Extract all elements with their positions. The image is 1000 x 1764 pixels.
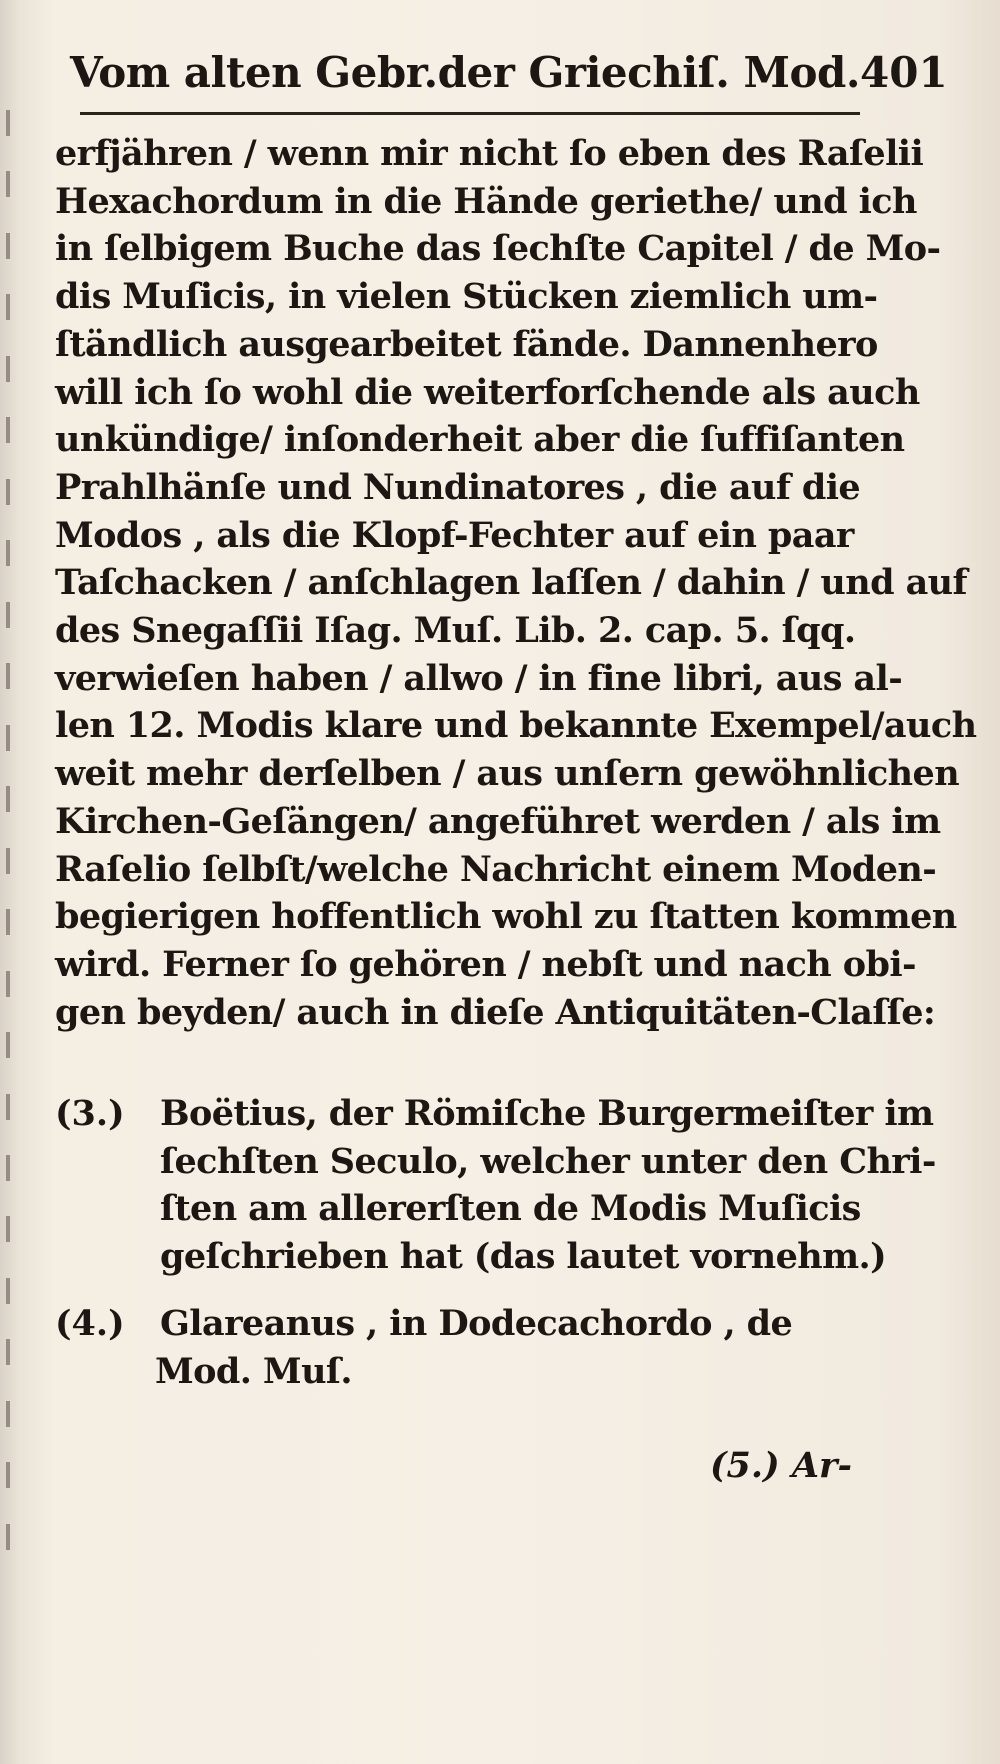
text-line: in ſelbigem Buche das ſechſte Capitel / de Mo- bbox=[55, 228, 941, 270]
text-line: verwieſen haben / allwo / in fine libri, aus al- bbox=[55, 657, 903, 699]
text-line: Hexachordum in die Hände geriethe/ und ich bbox=[55, 180, 917, 222]
text-line: ſten am allererſten de Modis Muſicis bbox=[160, 1188, 861, 1229]
list-marker: (4.) bbox=[55, 1303, 125, 1344]
page-header bbox=[70, 48, 948, 97]
text-line: Glareanus , in Dodecachordo , de bbox=[160, 1303, 793, 1344]
text-line: erfjähren / wenn mir nicht ſo eben des Raſelii bbox=[55, 133, 924, 174]
text-line: begierigen hoffentlich wohl zu ſtatten kommen bbox=[55, 896, 957, 938]
text-line: Kirchen-Geſängen/ angeführet werden / als im bbox=[55, 800, 941, 842]
text-line: ſtändlich ausgearbeitet fände. Dannenhero bbox=[55, 323, 878, 365]
text-line: Modos , als die Klopf-Fechter auf ein paar bbox=[55, 514, 854, 556]
text-line: geſchrieben hat (das lautet vornehm.) bbox=[160, 1235, 887, 1277]
list-item bbox=[55, 1090, 936, 1280]
header-rule bbox=[80, 112, 860, 115]
catchword: (5.) Ar- bbox=[710, 1445, 852, 1486]
text-line: Mod. Muſ. bbox=[155, 1350, 352, 1392]
text-line: dis Muſicis, in vielen Stücken ziemlich um- bbox=[55, 276, 878, 318]
text-line: Raſelio ſelbſt/welche Nachricht einem Moden- bbox=[55, 848, 937, 890]
list-item bbox=[55, 1300, 885, 1395]
text-line: will ich ſo wohl die weiterforſchende als auch bbox=[55, 371, 920, 413]
body-paragraph bbox=[55, 130, 977, 1036]
page-number: 401 bbox=[860, 48, 948, 97]
text-line: Taſchacken / anſchlagen laſſen / dahin / und auf bbox=[55, 562, 967, 604]
list-marker: (3.) bbox=[55, 1093, 125, 1134]
gutter-binding-marks bbox=[2, 110, 16, 1550]
text-line: unkündige/ inſonderheit aber die ſuffiſanten bbox=[55, 419, 905, 461]
text-line: wird. Ferner ſo gehören / nebſt und nach obi- bbox=[55, 943, 916, 985]
text-line: len 12. Modis klare und bekannte Exempel/auch bbox=[55, 705, 977, 747]
text-line: Boëtius, der Römiſche Burgermeiſter im bbox=[160, 1093, 934, 1134]
text-line: gen beyden/ auch in dieſe Antiquitäten-Claſſe: bbox=[55, 991, 936, 1033]
text-line: Prahlhänſe und Nundinatores , die auf die bbox=[55, 466, 861, 508]
running-head: Vom alten Gebr.der Griechiſ. Mod. bbox=[70, 48, 860, 97]
text-line: des Snegaſſii Iſag. Muſ. Lib. 2. cap. 5. ſqq. bbox=[55, 610, 856, 652]
text-line: weit mehr derſelben / aus unſern gewöhnlichen bbox=[55, 753, 960, 795]
text-line: ſechſten Seculo, welcher unter den Chri- bbox=[160, 1140, 936, 1182]
